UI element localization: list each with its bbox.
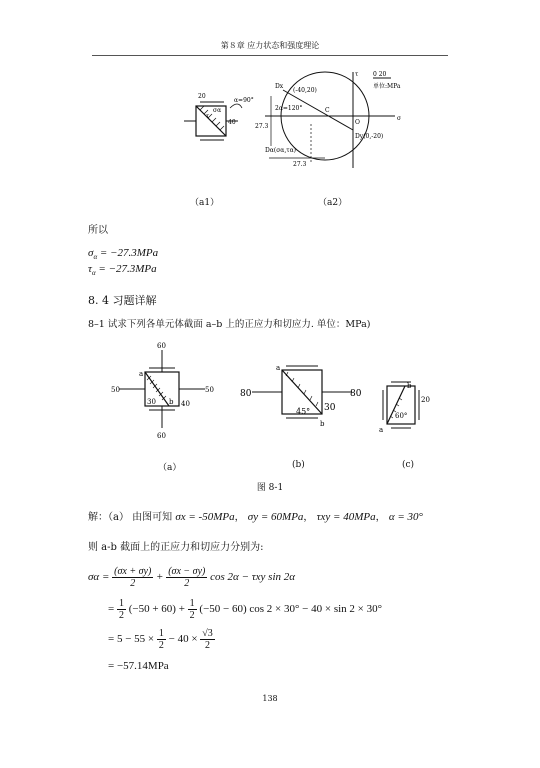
label-80-right: 80 [350, 389, 362, 399]
given-sx: σx = -50MPa [175, 511, 235, 523]
label-a: a [276, 364, 281, 372]
solution-prefix: 解：（a） 由图可知 [88, 512, 173, 523]
label-alpha: α=90° [234, 97, 254, 104]
dy-label: Dy(0,-20) [355, 133, 384, 140]
label-60: 60° [395, 412, 408, 420]
figure-a2 [255, 68, 420, 183]
equation-line-2: = $\frac{1}{2}$ (−50 + 60) + $\frac{1}{2}$ (−50 − 60) cos 2 × 30° − 40 × sin 2 × 30° [108, 598, 383, 621]
label-60-top: 60 [157, 342, 166, 350]
label-a: a [139, 370, 144, 378]
scale-label: 0 20 [373, 71, 387, 78]
given-alpha: α = 30° [388, 511, 423, 523]
label-30: 30 [324, 403, 336, 413]
figure-8-1c [375, 372, 445, 438]
figure-8-1a [105, 342, 225, 442]
result-sigma: $\sigma_\alpha = -27.3MPa$ [88, 247, 159, 262]
figure-8-1b [238, 362, 368, 430]
figure-title: 图 8-1 [256, 483, 284, 493]
label-40: 40 [228, 119, 236, 126]
equation-line-3: = 5 − 55 × $\frac{1}{2}$ − 40 × $\frac{√3}{2}$ [108, 628, 213, 651]
center-c: C [325, 107, 330, 114]
given-sy: σy = 60MPa [247, 511, 304, 523]
caption-8-1a: （a） [158, 463, 182, 473]
equation-line-4: = −57.14MPa [108, 660, 169, 672]
result-tau: $\tau_\alpha = -27.3MPa$ [88, 263, 157, 278]
dx-coord: (-40,20) [293, 87, 317, 94]
label-20: 20 [198, 93, 206, 100]
label-50-right: 50 [205, 386, 214, 394]
label-45: 45° [296, 407, 311, 416]
problem-statement: 8–1 试求下列各单元体截面 a–b 上的正应力和切应力. 单位：MPa) [88, 319, 371, 330]
page-number: 138 [262, 694, 278, 703]
unit-label: 单位:MPa [373, 83, 401, 90]
label-b: b [407, 382, 412, 390]
page-header: 第８章 应力状态和强度理论 [220, 41, 320, 50]
label-b: b [169, 398, 174, 406]
label-a: a [379, 426, 384, 434]
dx-label: Dx [275, 83, 284, 90]
caption-a2: （a2） [318, 198, 348, 208]
label-b: b [320, 420, 325, 428]
label-tau: τ [206, 113, 210, 120]
horizontal-27-3: 27.3 [293, 161, 307, 168]
label-80-left: 80 [240, 389, 252, 399]
equation-line-1: σα = $\frac{(\sigma x + \sigma y)}{2}$ + $\frac{(\sigma x - \sigma y)}{2}$ cos 2α − τxy sin 2α [88, 566, 296, 589]
caption-a1: （a1） [190, 198, 220, 208]
da-label: Dα(σα,τα) [265, 147, 296, 154]
two-alpha: 2α=120° [275, 105, 303, 112]
vertical-27-3: 27.3 [255, 123, 269, 130]
label-50-left: 50 [111, 386, 120, 394]
axis-sigma: σ [397, 115, 402, 122]
figure-a1 [180, 88, 255, 148]
section-heading: 8. 4 习题详解 [88, 294, 157, 307]
axis-tau: τ [355, 71, 359, 78]
origin-o: O [355, 119, 360, 126]
label-sigma-alpha: σα [213, 107, 222, 114]
caption-8-1b: (b) [292, 460, 305, 470]
solution-givens: 解：（a） 由图可知 σx = -50MPa， σy = 60MPa， τxy = 40MPa， α = 30° [88, 511, 423, 523]
given-txy: τxy = 40MPa [316, 511, 376, 523]
header-rule [92, 55, 448, 56]
label-40: 40 [181, 400, 190, 408]
label-30: 30 [147, 398, 156, 406]
label-20: 20 [421, 396, 430, 404]
solution-then: 则 a-b 截面上的正应力和切应力分别为: [88, 542, 264, 553]
caption-8-1c: (c) [402, 460, 415, 470]
label-60-bottom: 60 [157, 432, 166, 440]
suoyi-text: 所以 [88, 225, 108, 236]
